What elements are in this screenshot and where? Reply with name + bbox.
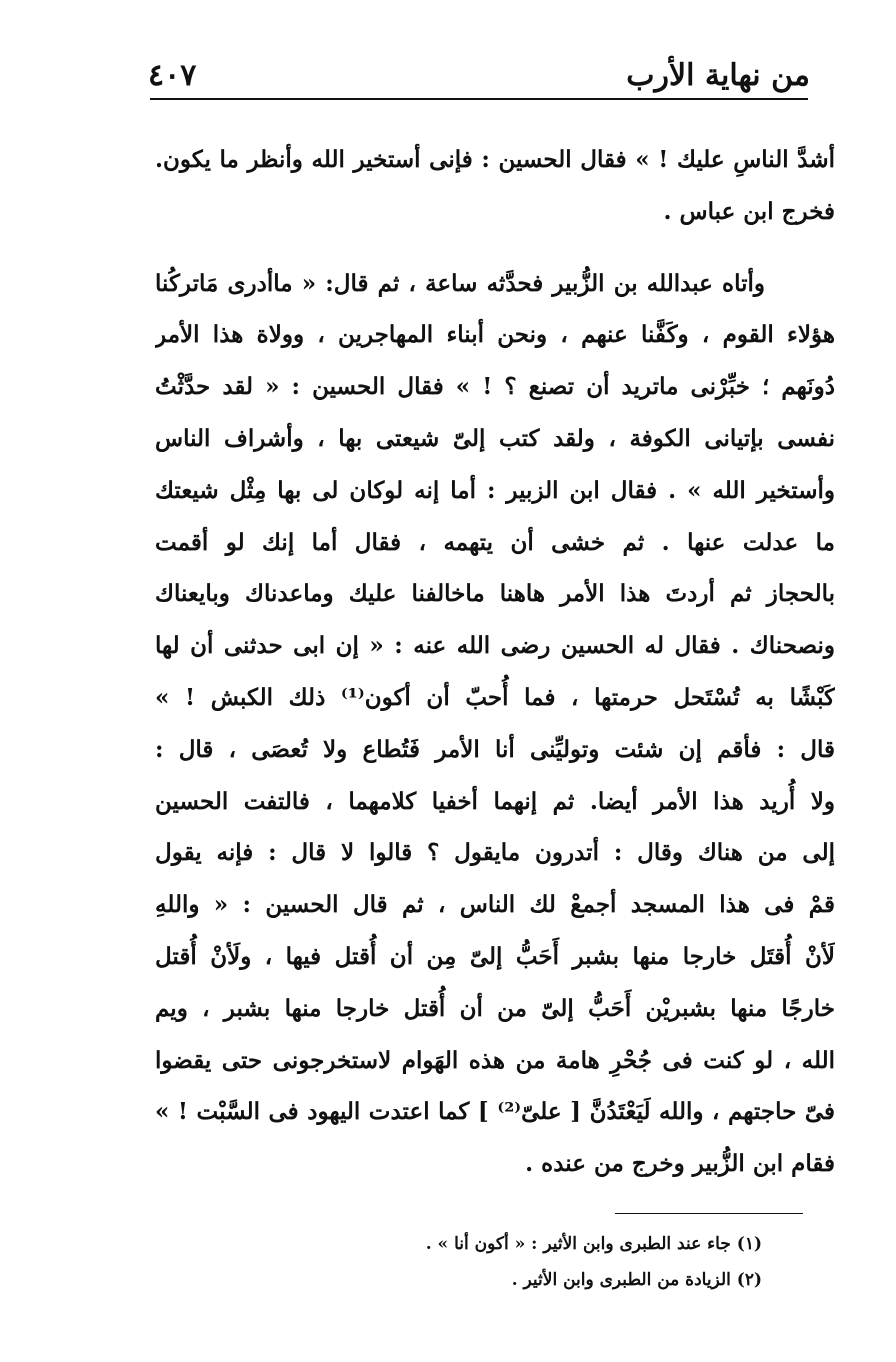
page-number: ٤٠٧ <box>148 58 197 93</box>
text-line: قال : فأقم إن شئت وتوليِّنى أنا الأمر فَتُطاع ولا تُعصَى ، قال : <box>155 735 835 763</box>
body-text <box>155 134 835 1190</box>
footnote-1: (١) جاء عند الطبرى وابن الأثير : « أكون أنا » . <box>425 1234 762 1254</box>
text-line: كَبْشًا به تُسْتَحل حرمتها ، فما أُحبّ أن أكون⁽¹⁾ ذلك الكبش ! » <box>155 683 835 711</box>
text-line: ونصحناك . فقال له الحسين رضى الله عنه : « إن ابى حدثنى أن لها <box>155 632 835 660</box>
text-line: دُونَهم ؛ خبِّرْنى ماتريد أن تصنع ؟ ! » فقال الحسين : « لقد حدَّثْتُ <box>155 373 835 401</box>
text-line: لَأنْ أُقتَل خارجا منها بشبر أَحَبُّ إلىّ مِن أن أُقتل فيها ، ولَأنْ أُقتل <box>155 942 835 970</box>
text-line: أشدَّ الناسِ عليك ! » فقال الحسين : فإنى أستخير الله وأنظر ما يكون. <box>155 146 835 173</box>
text-line: نفسى بإتيانى الكوفة ، ولقد كتب إلىّ شيعتى بها ، وأشراف الناس <box>155 424 835 452</box>
text-line: وأستخير الله » . فقال ابن الزبير : أما إنه لوكان لى بها مِثْل شيعتك <box>155 476 835 504</box>
text-line: هؤلاء القوم ، وكَفَّنا عنهم ، ونحن أبناء المهاجرين ، وولاة هذا الأمر <box>155 321 835 349</box>
running-head <box>148 52 810 96</box>
footnote-2: (٢) الزيادة من الطبرى وابن الأثير . <box>511 1270 762 1290</box>
running-title: من نهاية الأرب <box>626 58 810 93</box>
text-line: فخرج ابن عباس . <box>663 197 835 225</box>
text-line: ما عدلت عنها . ثم خشى أن يتهمه ، فقال أما إنك لو أقمت <box>155 528 835 556</box>
text-line: فقام ابن الزُّبير وخرج من عنده . <box>525 1150 835 1178</box>
header-rule <box>150 98 808 100</box>
text-line: وأتاه عبدالله بن الزُّبير فحدَّثه ساعة ، ثم قال: « ماأدرى مَاتركُنا <box>155 269 765 297</box>
text-line: الله ، لو كنت فى جُحْرِ هامة من هذه الهَوام لاستخرجونى حتى يقضوا <box>155 1046 835 1074</box>
text-line: إلى من هناك وقال : أتدرون مايقول ؟ قالوا لا قال : فإنه يقول <box>155 839 835 867</box>
text-line: فىّ حاجتهم ، والله لَيَعْتَدُنَّ [ علىّ⁽²⁾ ] كما اعتدت اليهود فى السَّبْت ! » <box>155 1098 835 1126</box>
text-line: بالحجاز ثم أردتَ هذا الأمر هاهنا ماخالفنا عليك وماعدناك وبايعناك <box>155 580 835 608</box>
footnotes <box>300 1226 762 1298</box>
text-line: قمْ فى هذا المسجد أجمعْ لك الناس ، ثم قال الحسين : « واللهِ <box>155 891 835 919</box>
text-line: خارجًا منها بشبريْن أَحَبُّ إلىّ من أن أُقتل خارجا منها بشبر ، ويم <box>155 994 835 1022</box>
text-line: ولا أُريد هذا الأمر أيضا. ثم إنهما أخفيا كلامهما ، فالتفت الحسين <box>155 787 835 815</box>
footnote-rule <box>615 1213 803 1214</box>
